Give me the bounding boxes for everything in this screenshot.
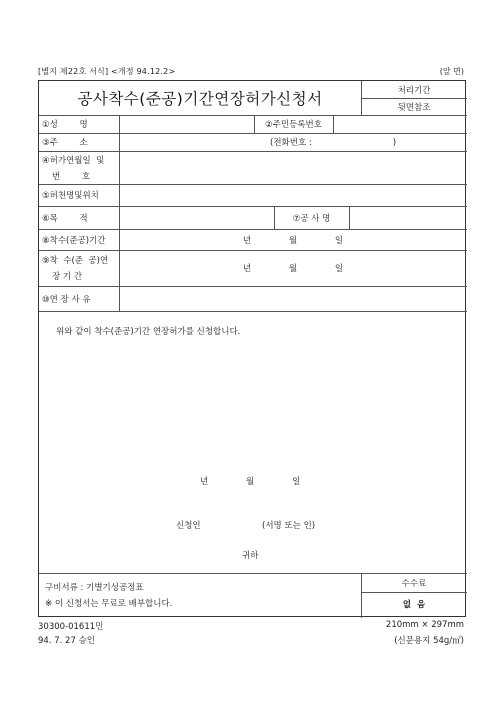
application-form <box>38 80 466 617</box>
resident-number-field[interactable] <box>334 116 466 132</box>
permit-number-label: 번 호 <box>52 171 91 182</box>
paper-size: 210mm × 297mm <box>385 620 464 630</box>
address-field[interactable] <box>120 134 466 150</box>
work-name-field[interactable] <box>350 207 466 228</box>
work-name-label: ⑦공 사 명 <box>292 213 331 224</box>
period-date-field[interactable]: 년 월 일 <box>242 235 344 246</box>
reason-field[interactable] <box>120 287 466 310</box>
applicant-label: 신청인 <box>176 521 201 531</box>
free-notice: ※ 이 신청서는 무료로 배부합니다. <box>45 599 173 609</box>
phone-label: (전화번호 : ) <box>270 138 397 148</box>
reason-label: ⑩연 장 사 유 <box>42 294 91 305</box>
addressee-label: 귀하 <box>242 551 259 561</box>
statement-text: 위와 같이 착수(준공)기간 연장허가를 신청합니다. <box>56 327 241 337</box>
signature-label: (서명 또는 인) <box>262 521 316 531</box>
period-label: ⑧착수(준공)기간 <box>42 235 106 246</box>
paper-type: (신문용지 54g/㎡) <box>394 636 464 646</box>
purpose-field[interactable] <box>120 207 273 228</box>
address-label: ③주 소 <box>42 138 88 148</box>
location-field[interactable] <box>120 185 466 205</box>
application-date: 년 월 일 <box>200 477 301 487</box>
extension-label-line1: ⑨착 수(준 공)연 <box>42 256 109 266</box>
permit-date-number-field[interactable] <box>120 152 466 183</box>
location-label: ⑤허천명및위치 <box>42 191 99 201</box>
permit-date-label: ④허가연월일 및 <box>42 155 105 166</box>
fee-value: 없 음 <box>402 600 426 610</box>
form-title: 공사착수(준공)기간연장허가신청서 <box>77 90 323 108</box>
processing-period-label: 처리기간 <box>397 85 431 96</box>
approval-date: 94. 7. 27 승인 <box>38 636 95 646</box>
purpose-label: ⑥목 적 <box>42 213 88 224</box>
required-documents: 구비서류 : 기별기성공정표 <box>45 583 144 593</box>
fee-label: 수수료 <box>401 578 427 589</box>
name-field[interactable] <box>120 116 253 132</box>
processing-period-value: 뒷면참조 <box>397 102 431 113</box>
page-side: (앞 면) <box>439 67 464 76</box>
extension-label-line2: 장 기 간 <box>52 272 83 282</box>
extension-date-field[interactable]: 년 월 일 <box>242 264 344 274</box>
resident-number-label: ②주민등록번호 <box>265 120 322 130</box>
form-code: 30300-01611민 <box>38 622 104 632</box>
form-number: [별지 제22호 서식] <개정 94.12.2> <box>38 67 176 76</box>
name-label: ①성 명 <box>42 120 88 130</box>
